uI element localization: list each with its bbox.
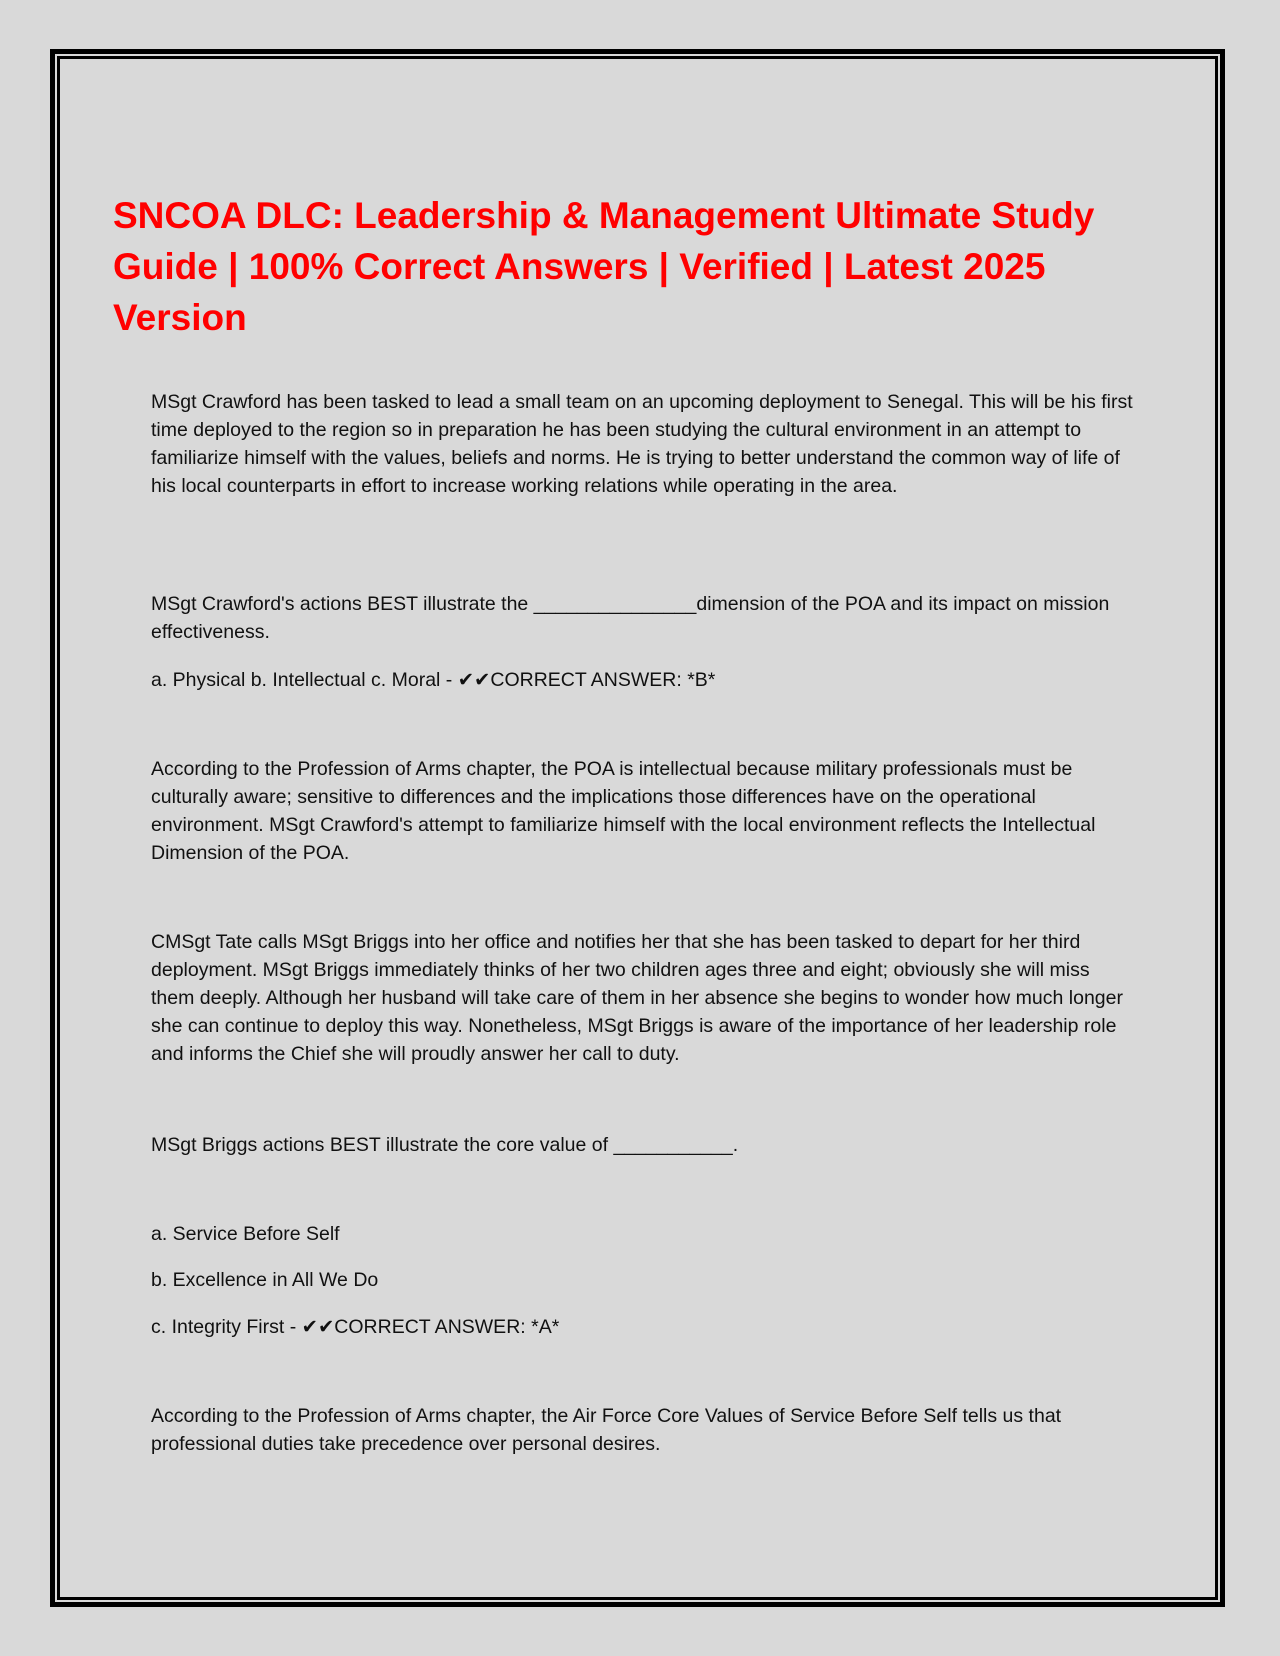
question-2-explanation: According to the Profession of Arms chapter, the Air Force Core Values of Service Before Self tells us that professional duties take precedence over personal desires.: [151, 1405, 1062, 1455]
question-1-explanation: According to the Profession of Arms chapter, the POA is intellectual because military professionals must be culturally aware; sensitive to differences and the implications those differences have on the operational environment. MSgt Crawford's attempt to familiarize himself with the local environment reflects the Intellectual Dimension of the POA.: [151, 758, 1096, 864]
question-2-scenario: CMSgt Tate calls MSgt Briggs into her office and notifies her that she has been tasked to depart for her third deployment. MSgt Briggs immediately thinks of her two children ages three and eight; obviously she will miss them deeply. Although her husband will take care of them in her absence she begins to wonder how much longer she can continue to deploy this way. Nonetheless, MSgt Briggs is aware of the importance of her leadership role and informs the Chief she will proudly answer her call to duty.: [151, 931, 1123, 1065]
question-2-option-a: a. Service Before Self: [151, 1223, 340, 1245]
question-2-stem: MSgt Briggs actions BEST illustrate the core value of ___________.: [151, 1134, 739, 1156]
question-2-option-b: b. Excellence in All We Do: [151, 1269, 379, 1291]
question-1-stem: MSgt Crawford's actions BEST illustrate the _______________dimension of the POA and its impact on mission effectiveness.: [151, 593, 1110, 643]
question-2-option-c-answer: c. Integrity First - ✔✔CORRECT ANSWER: *A*: [151, 1316, 560, 1338]
question-1-options-answer: a. Physical b. Intellectual c. Moral - ✔✔CORRECT ANSWER: *B*: [151, 669, 716, 691]
question-1-scenario: MSgt Crawford has been tasked to lead a small team on an upcoming deployment to Senegal. This will be his first time deployed to the region so in preparation he has been studying the cultural environment in an attempt to familiarize himself with the values, beliefs and norms. He is trying to better understand the common way of life of his local counterparts in effort to increase working relations while operating in the area.: [151, 391, 1133, 497]
document-title: SNCOA DLC: Leadership & Management Ultimate Study Guide | 100% Correct Answers | Verified | Latest 2025 Version: [113, 195, 1095, 338]
